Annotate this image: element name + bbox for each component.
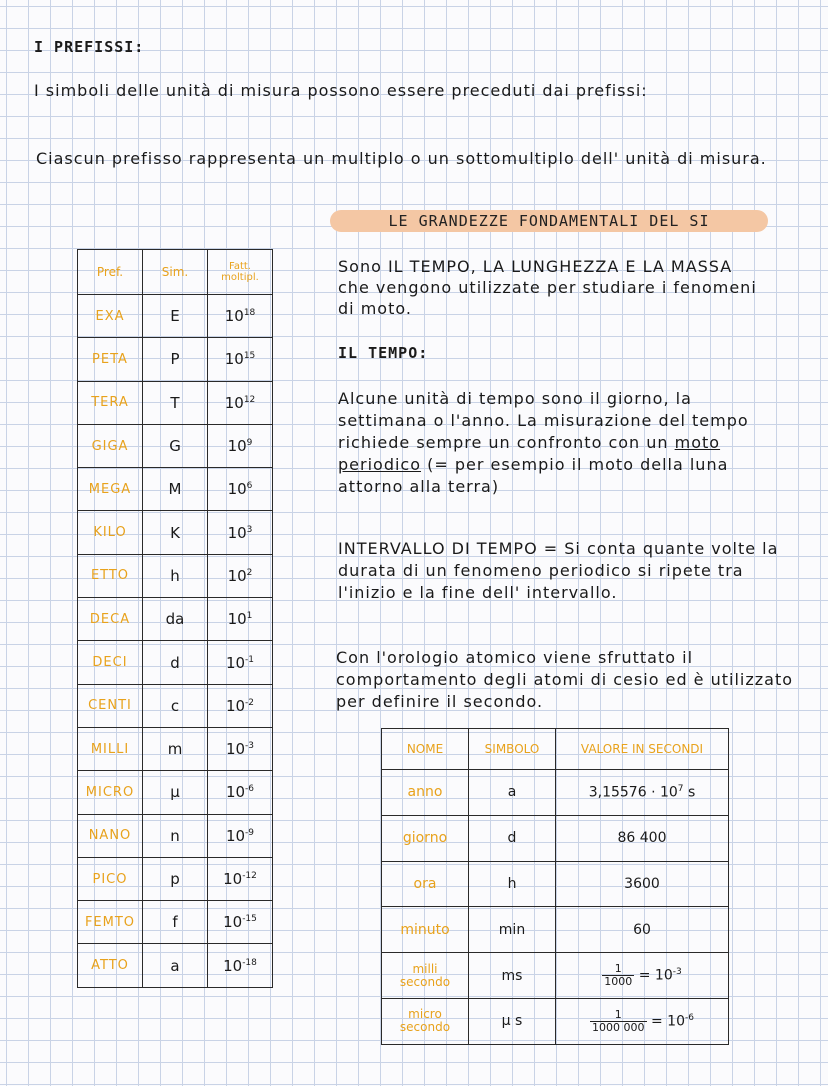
intro-paragraph-1: I simboli delle unità di misura possono essere preceduti dai prefissi:: [34, 81, 648, 100]
unit-symbol: ms: [469, 953, 556, 999]
prefix-factor-base: 10: [225, 826, 246, 845]
prefix-name: MICRO: [78, 771, 143, 814]
table-row: [78, 468, 273, 511]
prefix-factor-base: 10: [225, 783, 246, 802]
header-factor-line2: moltipl.: [221, 272, 259, 283]
unit-symbol: d: [469, 815, 556, 861]
prefix-name: ATTO: [78, 944, 143, 987]
intro-paragraph-2: Ciascun prefisso rappresenta un multiplo o un sottomultiplo dell' unità di misura.: [36, 149, 767, 168]
table-row: [78, 901, 273, 944]
prefix-name: DECA: [78, 598, 143, 641]
table-row: [382, 953, 729, 999]
prefix-factor: [208, 381, 273, 424]
unit-value-eq: = 10: [634, 967, 673, 984]
prefix-factor-base: 10: [224, 393, 244, 412]
tempo-text-part1: Alcune unità di tempo sono il giorno, la settimana o l'anno. La misurazione del tempo richiede sempre un confronto con un: [338, 389, 749, 452]
prefix-factor-base: 10: [227, 566, 247, 585]
fraction-numerator: 1: [602, 963, 634, 976]
table-row: [78, 511, 273, 554]
unit-value-eq: = 10: [646, 1013, 685, 1030]
prefix-name: EXA: [78, 295, 143, 338]
table-row: [78, 295, 273, 338]
prefix-factor: [208, 944, 273, 987]
unit-name: [382, 998, 469, 1044]
tempo-paragraph: [338, 388, 778, 498]
prefix-factor-exp: -15: [242, 914, 257, 925]
unit-value-base: 3,15576 · 10: [588, 784, 678, 801]
prefix-factor: [208, 901, 273, 944]
unit-value-exp: -6: [684, 1012, 694, 1023]
prefix-factor-base: 10: [223, 913, 243, 932]
table-row: [78, 598, 273, 641]
prefix-symbol: m: [143, 727, 208, 770]
prefix-factor-base: 10: [224, 307, 244, 326]
table-row: [78, 771, 273, 814]
prefix-factor: [208, 641, 273, 684]
prefix-symbol: K: [143, 511, 208, 554]
prefix-factor-exp: -6: [245, 784, 255, 795]
prefix-symbol: d: [143, 641, 208, 684]
page-heading: I PREFISSI:: [34, 38, 145, 56]
fraction-denominator: 1000 000: [592, 1020, 645, 1034]
prefix-factor-base: 10: [223, 956, 243, 975]
tempo-text-underlined: moto periodico: [338, 433, 721, 474]
unit-name-line1: micro: [408, 1007, 442, 1022]
prefix-factor-base: 10: [224, 350, 244, 369]
unit-symbol: μ s: [469, 998, 556, 1044]
prefix-name: CENTI: [78, 684, 143, 727]
prefix-factor: [208, 814, 273, 857]
table-row: [78, 727, 273, 770]
prefix-symbol: G: [143, 424, 208, 467]
fraction-denominator: 1000: [604, 975, 633, 989]
prefix-symbol: T: [143, 381, 208, 424]
prefix-name: MILLI: [78, 727, 143, 770]
table-row: [382, 770, 729, 816]
si-banner: LE GRANDEZZE FONDAMENTALI DEL SI: [330, 210, 768, 232]
prefix-symbol: f: [143, 901, 208, 944]
prefix-factor: [208, 468, 273, 511]
table-row: [382, 815, 729, 861]
unit-name-line2: secondo: [399, 1020, 451, 1035]
prefix-factor-base: 10: [225, 740, 246, 759]
prefix-name: ETTO: [78, 554, 143, 597]
prefix-factor: [208, 338, 273, 381]
prefix-symbol: P: [143, 338, 208, 381]
table-row: [78, 684, 273, 727]
prefix-factor-exp: 3: [246, 524, 253, 535]
prefix-factor: [208, 424, 273, 467]
prefix-name: MEGA: [78, 468, 143, 511]
fraction: [602, 963, 634, 988]
prefix-symbol: da: [143, 598, 208, 641]
prefix-factor: [208, 511, 273, 554]
table-row: [382, 907, 729, 953]
prefix-name: KILO: [78, 511, 143, 554]
table-row: [78, 944, 273, 987]
prefix-factor-base: 10: [227, 480, 247, 499]
prefix-name: DECI: [78, 641, 143, 684]
prefix-factor-exp: -12: [242, 871, 257, 881]
prefix-factor: [208, 771, 273, 814]
table-row: [78, 424, 273, 467]
prefix-factor-exp: -3: [245, 741, 255, 752]
header-name: NOME: [382, 729, 469, 770]
unit-value: [556, 953, 729, 999]
prefix-factor-exp: 18: [243, 308, 256, 319]
prefix-symbol: a: [143, 944, 208, 987]
table-row: [78, 381, 273, 424]
prefix-factor: [208, 295, 273, 338]
unit-value: 60: [556, 907, 729, 953]
prefix-factor-exp: 12: [243, 394, 256, 405]
prefix-factor-exp: 15: [243, 351, 256, 362]
table-row: [382, 998, 729, 1044]
prefix-factor: [208, 598, 273, 641]
prefix-factor-exp: 9: [246, 438, 253, 449]
header-symbol: SIMBOLO: [469, 729, 556, 770]
unit-name: ora: [382, 861, 469, 907]
table-row: [78, 814, 273, 857]
unit-name: [382, 953, 469, 999]
unit-name: anno: [382, 770, 469, 816]
unit-name: minuto: [382, 907, 469, 953]
prefix-table-header: [78, 250, 273, 295]
unit-symbol: h: [469, 861, 556, 907]
si-description: Sono IL TEMPO, LA LUNGHEZZA E LA MASSA che vengono utilizzate per studiare i fenomeni di moto.: [338, 257, 757, 318]
prefix-name: GIGA: [78, 424, 143, 467]
prefix-table: [77, 249, 273, 988]
prefix-factor-exp: 2: [246, 567, 253, 578]
orologio-paragraph: Con l'orologio atomico viene sfruttato il comportamento degli atomi di cesio ed è utilizzato per definire il secondo.: [336, 648, 794, 711]
fraction: [590, 1009, 647, 1034]
prefix-name: NANO: [78, 814, 143, 857]
prefix-factor: [208, 857, 273, 900]
fraction-numerator: 1: [590, 1009, 647, 1022]
prefix-symbol: h: [143, 554, 208, 597]
prefix-factor-base: 10: [223, 870, 243, 888]
prefix-symbol: n: [143, 814, 208, 857]
prefix-symbol: μ: [143, 771, 208, 814]
unit-value: 86 400: [556, 815, 729, 861]
prefix-factor: [208, 727, 273, 770]
table-row: [78, 857, 273, 900]
prefix-factor-base: 10: [227, 437, 247, 456]
unit-value-unit: s: [683, 784, 696, 801]
table-row: [382, 861, 729, 907]
header-factor-line1: Fatt.: [229, 261, 251, 272]
prefix-factor-exp: -9: [245, 827, 255, 838]
prefix-factor: [208, 684, 273, 727]
prefix-factor-base: 10: [227, 523, 247, 542]
prefix-factor-exp: -1: [245, 654, 255, 665]
intervallo-paragraph: INTERVALLO DI TEMPO = Si conta quante volte la durata di un fenomeno periodico si ripete tra l'inizio e la fine dell' intervallo.: [338, 539, 779, 602]
prefix-factor-base: 10: [225, 696, 246, 715]
tempo-heading: IL TEMPO:: [338, 344, 429, 362]
time-units-table: [381, 728, 729, 1045]
table-row: [78, 338, 273, 381]
table-row: [78, 554, 273, 597]
prefix-name: PETA: [78, 338, 143, 381]
unit-symbol: a: [469, 770, 556, 816]
prefix-factor-base: 10: [227, 610, 247, 629]
prefix-factor-exp: -18: [242, 957, 257, 968]
unit-symbol: min: [469, 907, 556, 953]
unit-value-exp: 7: [677, 784, 684, 795]
table-row: [78, 641, 273, 684]
prefix-symbol: E: [143, 295, 208, 338]
prefix-factor-exp: 1: [246, 611, 253, 622]
header-prefix: Pref.: [78, 250, 143, 295]
prefix-symbol: c: [143, 684, 208, 727]
prefix-name: PICO: [78, 857, 143, 900]
prefix-factor-exp: -2: [245, 697, 255, 708]
prefix-symbol: M: [143, 468, 208, 511]
prefix-name: TERA: [78, 381, 143, 424]
unit-name-line1: milli: [412, 961, 438, 976]
unit-value: [556, 998, 729, 1044]
unit-value: [556, 770, 729, 816]
tempo-text-part2: (= per esempio il moto della luna attorno alla terra): [338, 455, 729, 496]
prefix-name: FEMTO: [78, 901, 143, 944]
prefix-factor: [208, 554, 273, 597]
time-table-header: [382, 729, 729, 770]
unit-value-exp: -3: [672, 966, 682, 977]
unit-value: 3600: [556, 861, 729, 907]
header-factor: [208, 250, 273, 295]
header-symbol: Sim.: [143, 250, 208, 295]
prefix-factor-base: 10: [225, 653, 246, 672]
prefix-factor-exp: 6: [246, 481, 253, 492]
unit-name: giorno: [382, 815, 469, 861]
unit-name-line2: secondo: [399, 974, 451, 989]
prefix-symbol: p: [143, 857, 208, 900]
header-value: VALORE IN SECONDI: [556, 729, 729, 770]
